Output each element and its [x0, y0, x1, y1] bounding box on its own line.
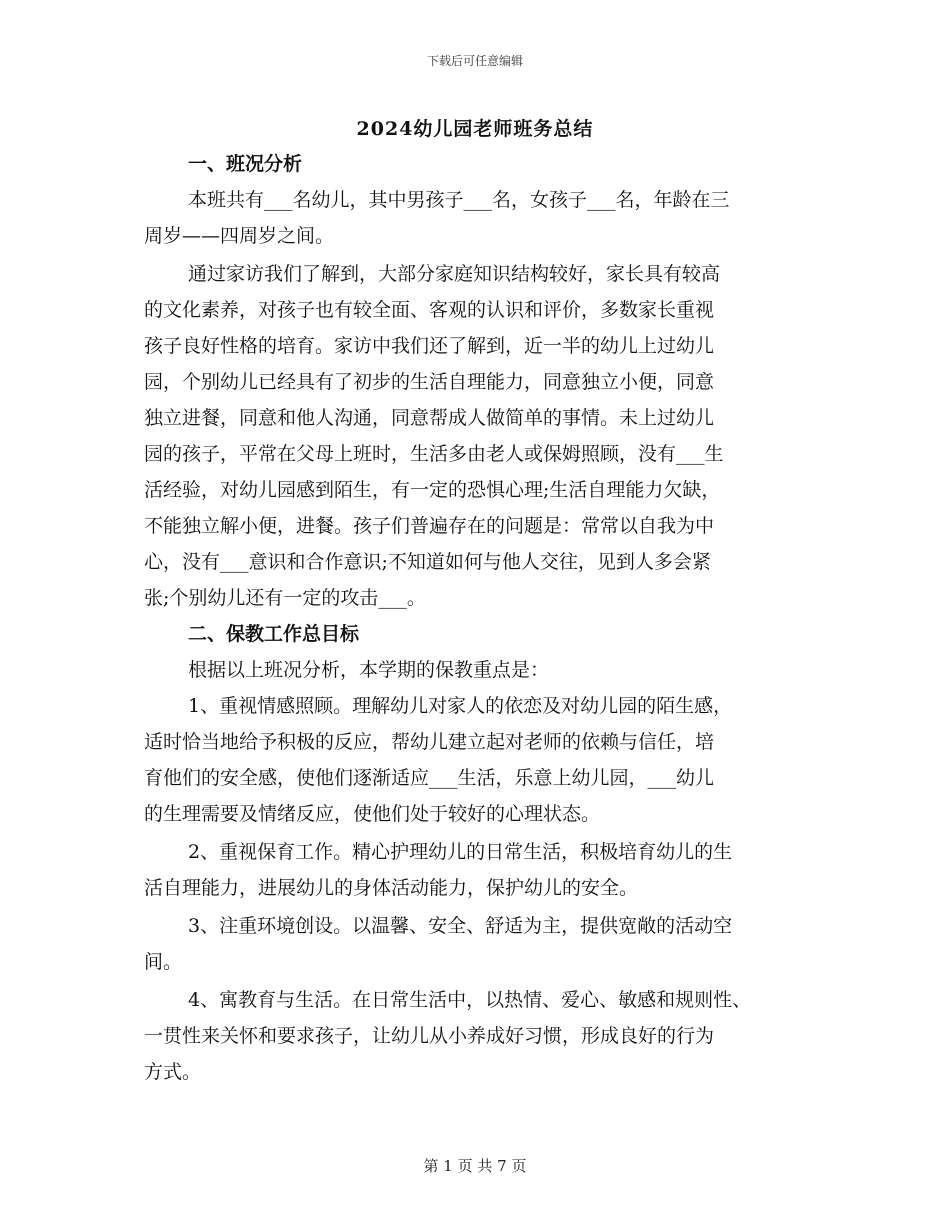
- paragraph-line: 活经验，对幼儿园感到陌生，有一定的恐惧心理;生活自理能力欠缺，: [144, 479, 721, 501]
- page-number-footer: 第 1 页 共 7 页: [423, 1157, 527, 1175]
- paragraph-line: 间。: [144, 951, 183, 973]
- paragraph-line: 本班共有___名幼儿，其中男孩子___名，女孩子___名，年龄在三: [188, 189, 730, 211]
- paragraph-line: 一贯性来关怀和要求孩子，让幼儿从小养成好习惯，形成良好的行为: [144, 1025, 715, 1047]
- paragraph-line: 的生理需要及情绪反应，使他们处于较好的心理状态。: [144, 803, 601, 825]
- paragraph-line: 适时恰当地给予积极的反应，帮幼儿建立起对老师的依赖与信任，培: [144, 731, 715, 753]
- paragraph-line: 通过家访我们了解到，大部分家庭知识结构较好，家长具有较高: [188, 263, 721, 285]
- paragraph-line: 园的孩子，平常在父母上班时，生活多由老人或保姆照顾，没有___生: [144, 443, 724, 465]
- paragraph-line: 独立进餐，同意和他人沟通，同意帮成人做简单的事情。未上过幼儿: [144, 407, 715, 429]
- paragraph: [144, 256, 810, 616]
- header-note: 下载后可任意编辑: [426, 54, 523, 68]
- section-heading-goals: 二、保教工作总目标: [188, 623, 360, 645]
- document-body: [144, 146, 810, 1090]
- paragraph-line: 周岁——四周岁之间。: [144, 225, 335, 247]
- paragraph-line: 4、寓教育与生活。在日常生活中，以热情、爱心、敏感和规则性、: [188, 989, 752, 1011]
- paragraph-line: 张;个别幼儿还有一定的攻击___。: [144, 587, 426, 609]
- paragraph-line: 心，没有___意识和合作意识;不知道如何与他人交往，见到人多会紧: [144, 551, 711, 573]
- paragraph-line: 园，个别幼儿已经具有了初步的生活自理能力，同意独立小便，同意: [144, 371, 715, 393]
- paragraph: [144, 182, 810, 254]
- paragraph-line: 育他们的安全感，使他们逐渐适应___生活，乐意上幼儿园，___幼儿: [144, 767, 715, 789]
- paragraph: [144, 834, 810, 906]
- paragraph-line: 活自理能力，进展幼儿的身体活动能力，保护幼儿的安全。: [144, 877, 639, 899]
- paragraph-line: 3、注重环境创设。以温馨、安全、舒适为主，提供宽敞的活动空: [188, 915, 733, 937]
- paragraph-line: 根据以上班况分析，本学期的保教重点是：: [188, 659, 550, 681]
- paragraph-line: 孩子良好性格的培育。家访中我们还了解到，近一半的幼儿上过幼儿: [144, 335, 715, 357]
- paragraph: [144, 908, 810, 980]
- paragraph: [144, 688, 810, 832]
- paragraph-line: 2、重视保育工作。精心护理幼儿的日常生活，积极培育幼儿的生: [188, 841, 733, 863]
- paragraph-line: 不能独立解小便，进餐。孩子们普遍存在的问题是：常常以自我为中: [144, 515, 715, 537]
- section-heading-class-analysis: 一、班况分析: [188, 153, 303, 175]
- paragraph: [144, 982, 810, 1090]
- paragraph-line: 1、重视情感照顾。理解幼儿对家人的依恋及对幼儿园的陌生感，: [188, 695, 733, 717]
- paragraph-line: 的文化素养，对孩子也有较全面、客观的认识和评价，多数家长重视: [144, 299, 715, 321]
- paragraph-line: 方式。: [144, 1061, 202, 1083]
- document-title: 2024幼儿园老师班务总结: [356, 118, 594, 140]
- paragraph: [144, 652, 810, 688]
